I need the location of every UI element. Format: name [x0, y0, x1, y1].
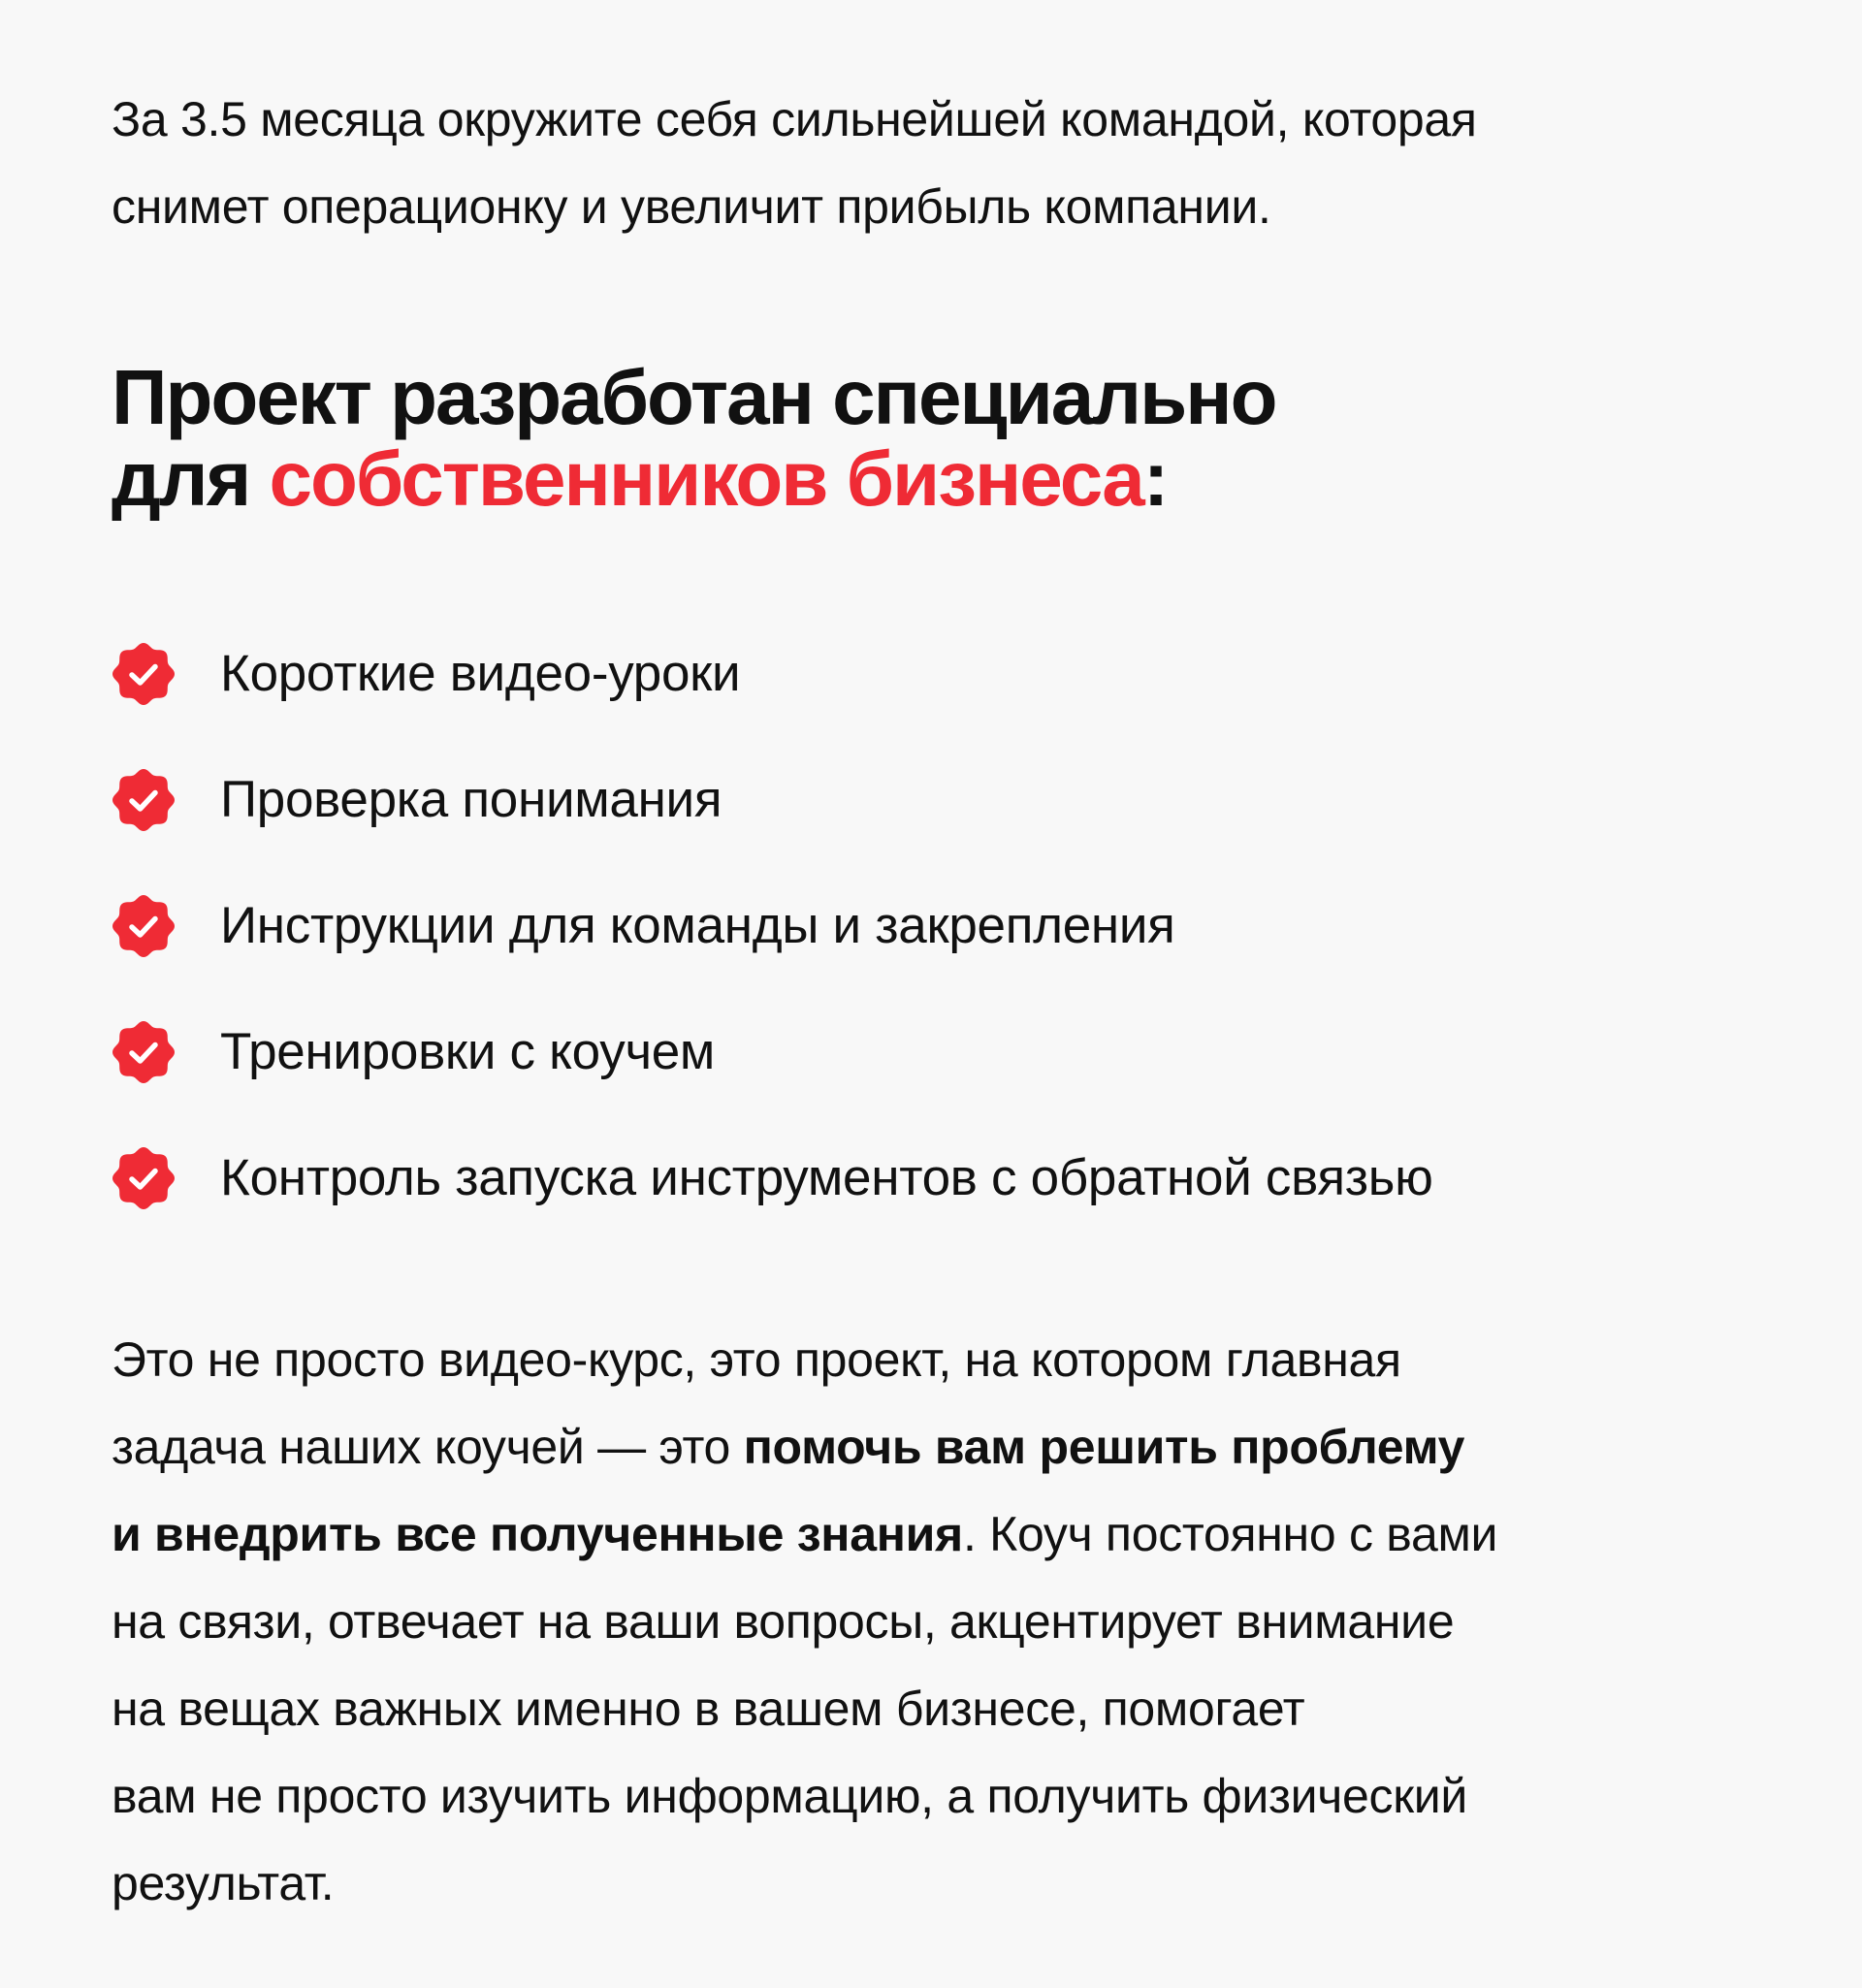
- check-badge-icon: [112, 1020, 176, 1084]
- intro-line-1: За 3.5 месяца окружите себя сильнейшей командой, которая: [112, 92, 1477, 146]
- feature-list: [112, 611, 1760, 1241]
- list-item: [112, 863, 1760, 989]
- check-badge-icon: [112, 768, 176, 832]
- feature-label: Короткие видео-уроки: [220, 645, 741, 702]
- description-highlight-2: и внедрить все полученные знания: [112, 1507, 963, 1561]
- description-line-7: результат.: [112, 1856, 335, 1910]
- description-line-3: . Коуч постоянно с вами: [962, 1507, 1498, 1561]
- badge-shape: [112, 895, 175, 957]
- headline-line-2-suffix: :: [1142, 435, 1168, 522]
- list-item: [112, 989, 1760, 1115]
- description-line-2: задача наших коучей — это: [112, 1420, 744, 1474]
- headline-accent: собственников бизнеса: [269, 435, 1143, 522]
- headline-line-1: Проект разработан специально: [112, 354, 1276, 440]
- list-item: [112, 1115, 1760, 1241]
- description-line-5: на вещах важных именно в вашем бизнесе, помогает: [112, 1682, 1305, 1736]
- feature-label: Тренировки с коучем: [220, 1023, 716, 1080]
- badge-shape: [112, 1021, 175, 1083]
- list-item: [112, 737, 1760, 863]
- badge-shape: [112, 769, 175, 831]
- intro-line-2: снимет операционку и увеличит прибыль компании.: [112, 179, 1271, 234]
- description-line-6: вам не просто изучить информацию, а получить физический: [112, 1769, 1468, 1823]
- intro-text: [112, 76, 1760, 250]
- description-highlight-1: помочь вам решить проблему: [743, 1420, 1465, 1474]
- badge-shape: [112, 1147, 175, 1209]
- check-badge-icon: [112, 894, 176, 958]
- feature-label: Инструкции для команды и закрепления: [220, 897, 1175, 954]
- headline-line-2-prefix: для: [112, 435, 270, 522]
- feature-label: Контроль запуска инструментов с обратной связью: [220, 1149, 1433, 1206]
- check-badge-icon: [112, 1146, 176, 1210]
- section-headline: [112, 354, 1760, 522]
- description-line-1: Это не просто видео-курс, это проект, на котором главная: [112, 1332, 1401, 1387]
- description-line-4: на связи, отвечает на ваши вопросы, акцентирует внимание: [112, 1594, 1455, 1649]
- feature-label: Проверка понимания: [220, 771, 722, 828]
- check-badge-icon: [112, 642, 176, 706]
- list-item: [112, 611, 1760, 737]
- description-text: [112, 1316, 1760, 1927]
- badge-shape: [112, 643, 175, 705]
